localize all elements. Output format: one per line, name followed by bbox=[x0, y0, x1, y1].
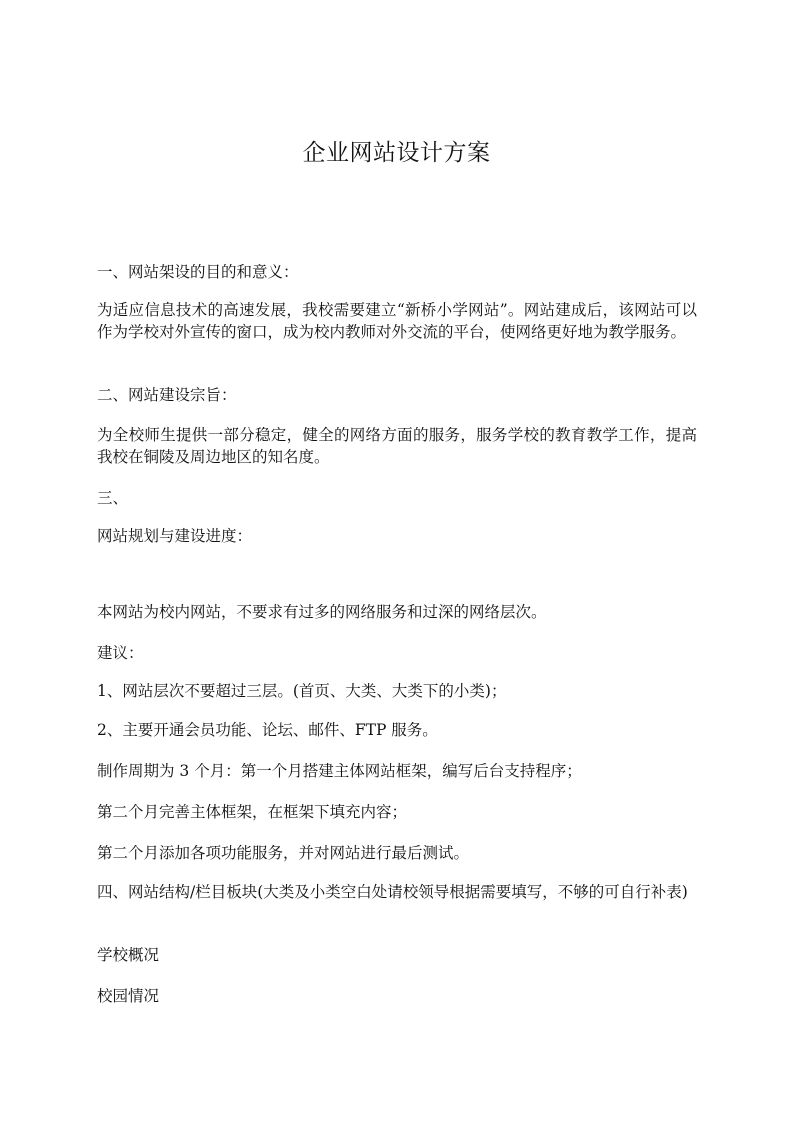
section-heading-structure: 四、网站结构/栏目板块(大类及小类空白处请校领导根据需要填写，不够的可自行补表) bbox=[97, 883, 688, 901]
paragraph-month-two: 第二个月完善主体框架，在框架下填充内容； bbox=[97, 803, 408, 821]
paragraph-purpose: 为适应信息技术的高速发展，我校需要建立“新桥小学网站”。网站建成后，该网站可以作为学校对外宣传的窗口，成为校内教师对外交流的平台，使网络更好地为教学服务。 bbox=[97, 301, 697, 341]
section-heading-purpose: 一、网站架设的目的和意义： bbox=[97, 263, 299, 281]
category-school-overview: 学校概况 bbox=[97, 946, 160, 964]
paragraph-suggestion-label: 建议： bbox=[97, 644, 144, 662]
paragraph-schedule: 制作周期为 3 个月：第一个月搭建主体网站框架，编写后台支持程序； bbox=[97, 762, 582, 780]
paragraph-month-three: 第二个月添加各项功能服务，并对网站进行最后测试。 bbox=[97, 844, 470, 862]
list-item-levels: 1、网站层次不要超过三层。(首页、大类、大类下的小类)； bbox=[97, 682, 507, 700]
paragraph-tenet: 为全校师生提供一部分稳定，健全的网络方面的服务，服务学校的教育教学工作，提高我校在铜陵及周边地区的知名度。 bbox=[97, 426, 697, 466]
category-campus: 校园情况 bbox=[97, 987, 160, 1005]
section-heading-three: 三、 bbox=[97, 489, 129, 507]
paragraph-scope: 本网站为校内网站，不要求有过多的网络服务和过深的网络层次。 bbox=[97, 603, 547, 621]
section-heading-tenet: 二、网站建设宗旨： bbox=[97, 386, 237, 404]
section-heading-planning: 网站规划与建设进度： bbox=[97, 527, 253, 545]
document-title: 企业网站设计方案 bbox=[302, 140, 491, 166]
list-item-services: 2、主要开通会员功能、论坛、邮件、FTP 服务。 bbox=[97, 721, 438, 739]
